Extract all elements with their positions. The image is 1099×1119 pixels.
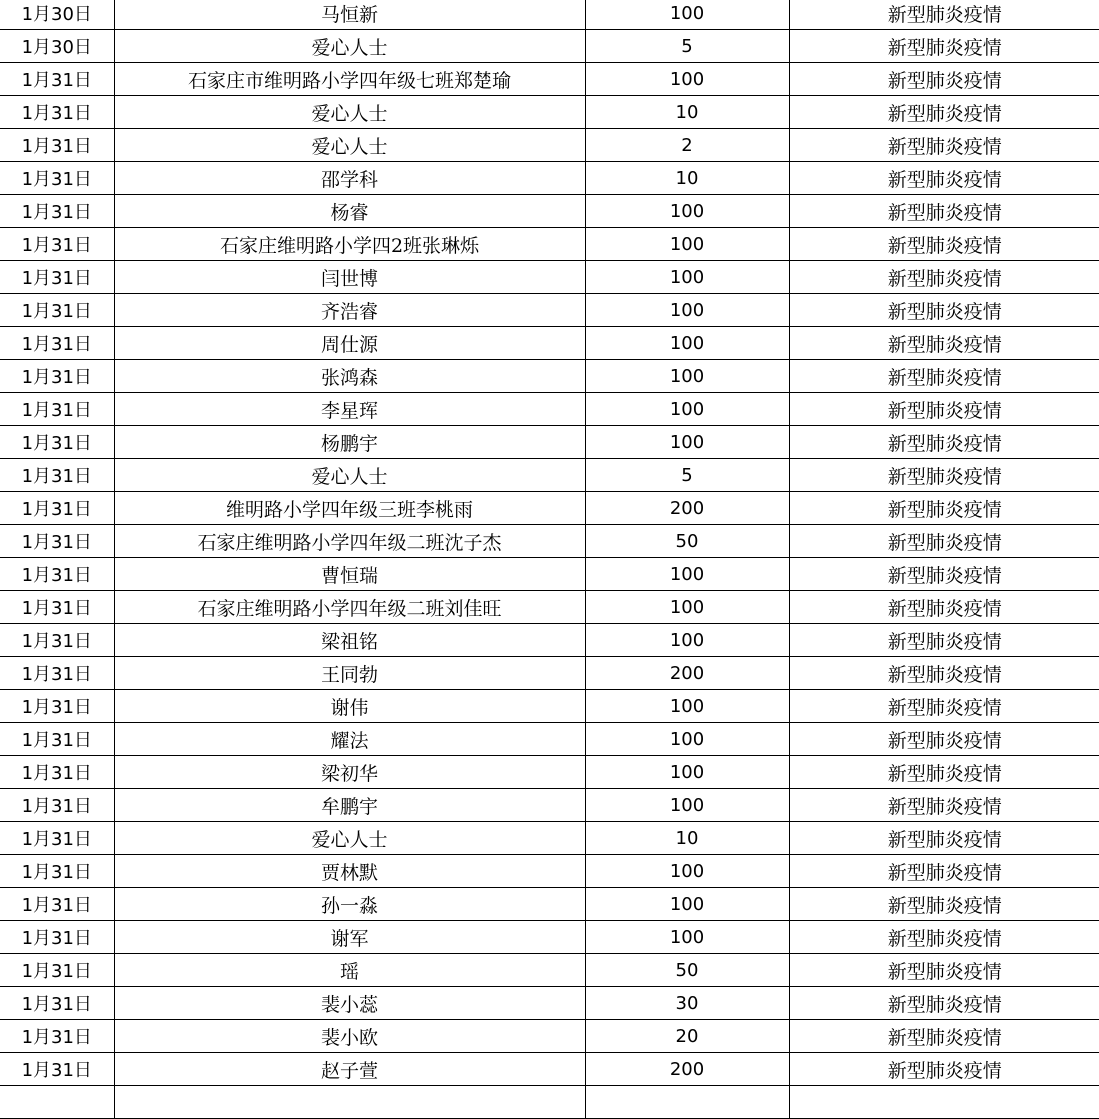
donor-cell[interactable]: 石家庄维明路小学四年级二班刘佳旺 [114, 591, 585, 624]
purpose-cell[interactable]: 新型肺炎疫情 [789, 525, 1099, 558]
amount-cell[interactable]: 30 [585, 987, 789, 1020]
donor-cell[interactable]: 牟鹏宇 [114, 789, 585, 822]
table-row [0, 690, 1099, 723]
purpose-cell[interactable]: 新型肺炎疫情 [789, 1053, 1099, 1086]
table-row [0, 492, 1099, 525]
purpose-cell[interactable]: 新型肺炎疫情 [789, 129, 1099, 162]
amount-cell[interactable]: 100 [585, 0, 789, 30]
amount-cell[interactable]: 100 [585, 63, 789, 96]
purpose-cell[interactable]: 新型肺炎疫情 [789, 492, 1099, 525]
donor-cell[interactable]: 杨睿 [114, 195, 585, 228]
donor-cell[interactable]: 王同勃 [114, 657, 585, 690]
donor-cell[interactable]: 耀法 [114, 723, 585, 756]
amount-cell[interactable]: 100 [585, 789, 789, 822]
date-cell[interactable]: 1月31日 [0, 294, 114, 327]
amount-cell[interactable]: 100 [585, 195, 789, 228]
date-cell[interactable] [0, 1086, 114, 1119]
purpose-cell[interactable]: 新型肺炎疫情 [789, 261, 1099, 294]
donor-cell[interactable]: 爱心人士 [114, 459, 585, 492]
purpose-cell[interactable]: 新型肺炎疫情 [789, 789, 1099, 822]
purpose-cell[interactable]: 新型肺炎疫情 [789, 195, 1099, 228]
date-cell[interactable]: 1月31日 [0, 855, 114, 888]
date-cell[interactable]: 1月30日 [0, 0, 114, 30]
table-row [0, 30, 1099, 63]
table-row [0, 756, 1099, 789]
date-cell[interactable]: 1月31日 [0, 624, 114, 657]
table-row [0, 789, 1099, 822]
amount-cell[interactable]: 100 [585, 690, 789, 723]
purpose-cell[interactable]: 新型肺炎疫情 [789, 63, 1099, 96]
purpose-cell[interactable]: 新型肺炎疫情 [789, 426, 1099, 459]
table-row [0, 261, 1099, 294]
donor-cell[interactable]: 马恒新 [114, 0, 585, 30]
date-cell[interactable]: 1月31日 [0, 690, 114, 723]
purpose-cell[interactable]: 新型肺炎疫情 [789, 558, 1099, 591]
donor-cell[interactable]: 周仕源 [114, 327, 585, 360]
amount-cell[interactable] [585, 1086, 789, 1119]
table-row [0, 426, 1099, 459]
date-cell[interactable]: 1月31日 [0, 1053, 114, 1086]
date-cell[interactable]: 1月31日 [0, 888, 114, 921]
donor-cell[interactable]: 赵子萱 [114, 1053, 585, 1086]
amount-cell[interactable]: 100 [585, 723, 789, 756]
purpose-cell[interactable]: 新型肺炎疫情 [789, 30, 1099, 63]
date-cell[interactable]: 1月31日 [0, 756, 114, 789]
table-row [0, 162, 1099, 195]
date-cell[interactable]: 1月31日 [0, 129, 114, 162]
donor-cell[interactable]: 闫世博 [114, 261, 585, 294]
amount-cell[interactable]: 10 [585, 96, 789, 129]
donor-cell[interactable]: 杨鹏宇 [114, 426, 585, 459]
table-row [0, 327, 1099, 360]
amount-cell[interactable]: 100 [585, 558, 789, 591]
amount-cell[interactable]: 100 [585, 327, 789, 360]
date-cell[interactable]: 1月31日 [0, 426, 114, 459]
table-row [0, 195, 1099, 228]
date-cell[interactable]: 1月31日 [0, 723, 114, 756]
donor-cell[interactable]: 梁祖铭 [114, 624, 585, 657]
amount-cell[interactable]: 100 [585, 228, 789, 261]
date-cell[interactable]: 1月31日 [0, 459, 114, 492]
purpose-cell[interactable]: 新型肺炎疫情 [789, 756, 1099, 789]
donor-cell[interactable]: 谢军 [114, 921, 585, 954]
donor-cell[interactable]: 瑶 [114, 954, 585, 987]
donor-cell[interactable]: 孙一淼 [114, 888, 585, 921]
amount-cell[interactable]: 100 [585, 360, 789, 393]
date-cell[interactable]: 1月31日 [0, 261, 114, 294]
date-cell[interactable]: 1月31日 [0, 162, 114, 195]
table-row [0, 987, 1099, 1020]
donor-cell[interactable]: 爱心人士 [114, 30, 585, 63]
purpose-cell[interactable]: 新型肺炎疫情 [789, 657, 1099, 690]
purpose-cell[interactable]: 新型肺炎疫情 [789, 954, 1099, 987]
donor-cell[interactable]: 石家庄市维明路小学四年级七班郑楚瑜 [114, 63, 585, 96]
purpose-cell[interactable]: 新型肺炎疫情 [789, 0, 1099, 30]
table-row [0, 360, 1099, 393]
table-row [0, 624, 1099, 657]
table-row [0, 723, 1099, 756]
amount-cell[interactable]: 100 [585, 855, 789, 888]
purpose-cell[interactable]: 新型肺炎疫情 [789, 294, 1099, 327]
table-row [0, 0, 1099, 30]
date-cell[interactable]: 1月31日 [0, 228, 114, 261]
donor-cell[interactable]: 曹恒瑞 [114, 558, 585, 591]
purpose-cell[interactable]: 新型肺炎疫情 [789, 855, 1099, 888]
table-row [0, 1086, 1099, 1119]
date-cell[interactable]: 1月31日 [0, 360, 114, 393]
purpose-cell[interactable]: 新型肺炎疫情 [789, 393, 1099, 426]
donor-cell[interactable]: 石家庄维明路小学四2班张琳烁 [114, 228, 585, 261]
donor-cell[interactable] [114, 1086, 585, 1119]
table-row [0, 855, 1099, 888]
date-cell[interactable]: 1月31日 [0, 63, 114, 96]
table-row [0, 888, 1099, 921]
purpose-cell[interactable]: 新型肺炎疫情 [789, 690, 1099, 723]
purpose-cell[interactable]: 新型肺炎疫情 [789, 987, 1099, 1020]
donor-cell[interactable]: 爱心人士 [114, 129, 585, 162]
amount-cell[interactable]: 5 [585, 30, 789, 63]
amount-cell[interactable]: 2 [585, 129, 789, 162]
amount-cell[interactable]: 10 [585, 162, 789, 195]
donor-cell[interactable]: 爱心人士 [114, 822, 585, 855]
table-row [0, 525, 1099, 558]
purpose-cell[interactable]: 新型肺炎疫情 [789, 591, 1099, 624]
purpose-cell[interactable]: 新型肺炎疫情 [789, 888, 1099, 921]
purpose-cell[interactable]: 新型肺炎疫情 [789, 360, 1099, 393]
date-cell[interactable]: 1月31日 [0, 393, 114, 426]
amount-cell[interactable]: 200 [585, 492, 789, 525]
table-row [0, 459, 1099, 492]
amount-cell[interactable]: 100 [585, 921, 789, 954]
purpose-cell[interactable]: 新型肺炎疫情 [789, 162, 1099, 195]
purpose-cell[interactable]: 新型肺炎疫情 [789, 96, 1099, 129]
date-cell[interactable]: 1月31日 [0, 525, 114, 558]
date-cell[interactable]: 1月31日 [0, 657, 114, 690]
donor-cell[interactable]: 梁初华 [114, 756, 585, 789]
table-row [0, 558, 1099, 591]
donor-cell[interactable]: 齐浩睿 [114, 294, 585, 327]
date-cell[interactable]: 1月31日 [0, 1020, 114, 1053]
date-cell[interactable]: 1月31日 [0, 492, 114, 525]
donor-cell[interactable]: 贾林默 [114, 855, 585, 888]
date-cell[interactable]: 1月30日 [0, 30, 114, 63]
donor-cell[interactable]: 裴小蕊 [114, 987, 585, 1020]
table-row [0, 822, 1099, 855]
donor-cell[interactable]: 李星珲 [114, 393, 585, 426]
table-row [0, 393, 1099, 426]
date-cell[interactable]: 1月31日 [0, 96, 114, 129]
amount-cell[interactable]: 100 [585, 294, 789, 327]
purpose-cell[interactable]: 新型肺炎疫情 [789, 822, 1099, 855]
donor-cell[interactable]: 爱心人士 [114, 96, 585, 129]
amount-cell[interactable]: 200 [585, 1053, 789, 1086]
purpose-cell[interactable]: 新型肺炎疫情 [789, 921, 1099, 954]
amount-cell[interactable]: 100 [585, 624, 789, 657]
table-row [0, 96, 1099, 129]
purpose-cell[interactable] [789, 1086, 1099, 1119]
date-cell[interactable]: 1月31日 [0, 954, 114, 987]
date-cell[interactable]: 1月31日 [0, 921, 114, 954]
donor-cell[interactable]: 邵学科 [114, 162, 585, 195]
amount-cell[interactable]: 100 [585, 888, 789, 921]
donor-cell[interactable]: 张鸿森 [114, 360, 585, 393]
table-row [0, 954, 1099, 987]
date-cell[interactable]: 1月31日 [0, 987, 114, 1020]
donor-cell[interactable]: 石家庄维明路小学四年级二班沈子杰 [114, 525, 585, 558]
amount-cell[interactable]: 100 [585, 426, 789, 459]
donor-cell[interactable]: 维明路小学四年级三班李桃雨 [114, 492, 585, 525]
amount-cell[interactable]: 50 [585, 954, 789, 987]
purpose-cell[interactable]: 新型肺炎疫情 [789, 228, 1099, 261]
date-cell[interactable]: 1月31日 [0, 327, 114, 360]
donor-cell[interactable]: 谢伟 [114, 690, 585, 723]
purpose-cell[interactable]: 新型肺炎疫情 [789, 327, 1099, 360]
date-cell[interactable]: 1月31日 [0, 789, 114, 822]
table-row [0, 657, 1099, 690]
date-cell[interactable]: 1月31日 [0, 591, 114, 624]
amount-cell[interactable]: 10 [585, 822, 789, 855]
amount-cell[interactable]: 200 [585, 657, 789, 690]
purpose-cell[interactable]: 新型肺炎疫情 [789, 459, 1099, 492]
amount-cell[interactable]: 50 [585, 525, 789, 558]
table-row [0, 63, 1099, 96]
purpose-cell[interactable]: 新型肺炎疫情 [789, 624, 1099, 657]
date-cell[interactable]: 1月31日 [0, 558, 114, 591]
amount-cell[interactable]: 100 [585, 393, 789, 426]
amount-cell[interactable]: 5 [585, 459, 789, 492]
amount-cell[interactable]: 100 [585, 591, 789, 624]
table-row [0, 129, 1099, 162]
purpose-cell[interactable]: 新型肺炎疫情 [789, 1020, 1099, 1053]
table-row [0, 294, 1099, 327]
table-row [0, 228, 1099, 261]
purpose-cell[interactable]: 新型肺炎疫情 [789, 723, 1099, 756]
table-row [0, 591, 1099, 624]
date-cell[interactable]: 1月31日 [0, 822, 114, 855]
table-row [0, 1020, 1099, 1053]
amount-cell[interactable]: 20 [585, 1020, 789, 1053]
table-row [0, 921, 1099, 954]
donor-cell[interactable]: 裴小欧 [114, 1020, 585, 1053]
date-cell[interactable]: 1月31日 [0, 195, 114, 228]
amount-cell[interactable]: 100 [585, 261, 789, 294]
amount-cell[interactable]: 100 [585, 756, 789, 789]
table-row [0, 1053, 1099, 1086]
